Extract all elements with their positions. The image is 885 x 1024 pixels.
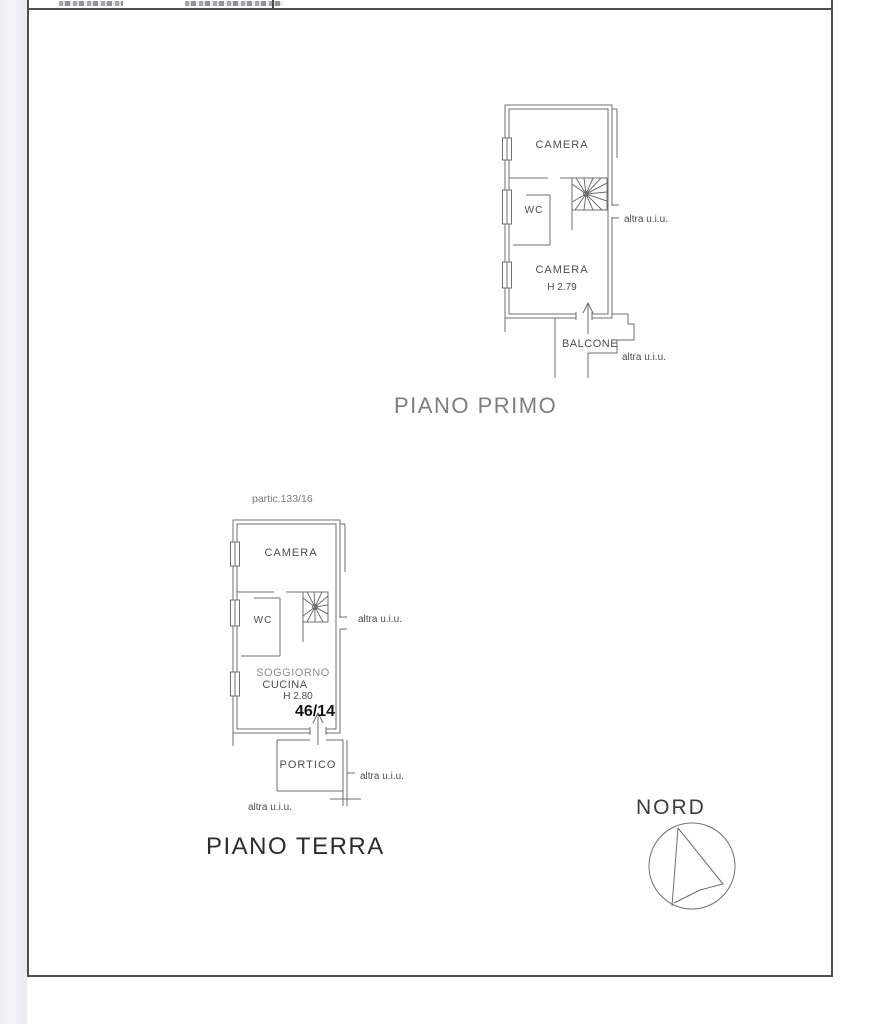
window-symbols <box>503 138 512 288</box>
north-compass-icon <box>644 818 740 914</box>
piano-terra-floorplan <box>222 490 422 820</box>
unit-number-label: 46/14 <box>294 703 336 720</box>
cropped-header-text-fragment <box>185 1 283 6</box>
room-height-label: H 2.79 <box>547 282 577 293</box>
adjacent-unit-label: altra u.i.u. <box>358 614 402 625</box>
window-symbols <box>231 542 240 696</box>
floor-title-piano-terra: PIANO TERRA <box>206 833 385 860</box>
floor-title-piano-primo: PIANO PRIMO <box>394 393 558 418</box>
adjacent-unit-label: altra u.i.u. <box>624 214 668 225</box>
room-label-camera-bottom: CAMERA <box>535 264 589 276</box>
adjacent-unit-label: altra u.i.u. <box>360 771 404 782</box>
party-wall-gap <box>610 205 619 218</box>
room-label-wc: WC <box>253 615 273 626</box>
adjacent-unit-label: altra u.i.u. <box>622 352 666 363</box>
header-cell-divider <box>272 0 274 8</box>
north-label: NORD <box>636 796 706 819</box>
entrance-door-opening <box>576 312 592 320</box>
spiral-staircase <box>303 592 328 622</box>
room-label-soggiorno: SOGGIORNO <box>256 667 330 679</box>
portico-outline <box>277 740 361 806</box>
piano-primo-floorplan <box>496 94 686 394</box>
cropped-header-row <box>27 0 833 8</box>
room-label-cucina: CUCINA <box>262 679 308 691</box>
page-left-gutter <box>0 0 27 1024</box>
cropped-header-text-fragment <box>59 1 123 6</box>
party-wall-gap <box>338 617 347 629</box>
room-label-portico: PORTICO <box>279 759 337 771</box>
room-label-camera-top: CAMERA <box>535 139 589 151</box>
parcel-number-label: partic.133/16 <box>252 493 313 505</box>
room-label-camera: CAMERA <box>264 547 318 559</box>
room-label-balcone: BALCONE <box>561 338 619 350</box>
spiral-staircase <box>572 178 607 210</box>
adjacent-unit-label: altra u.i.u. <box>248 802 292 813</box>
room-label-wc: WC <box>524 205 544 216</box>
room-height-label: H 2.80 <box>283 691 313 702</box>
